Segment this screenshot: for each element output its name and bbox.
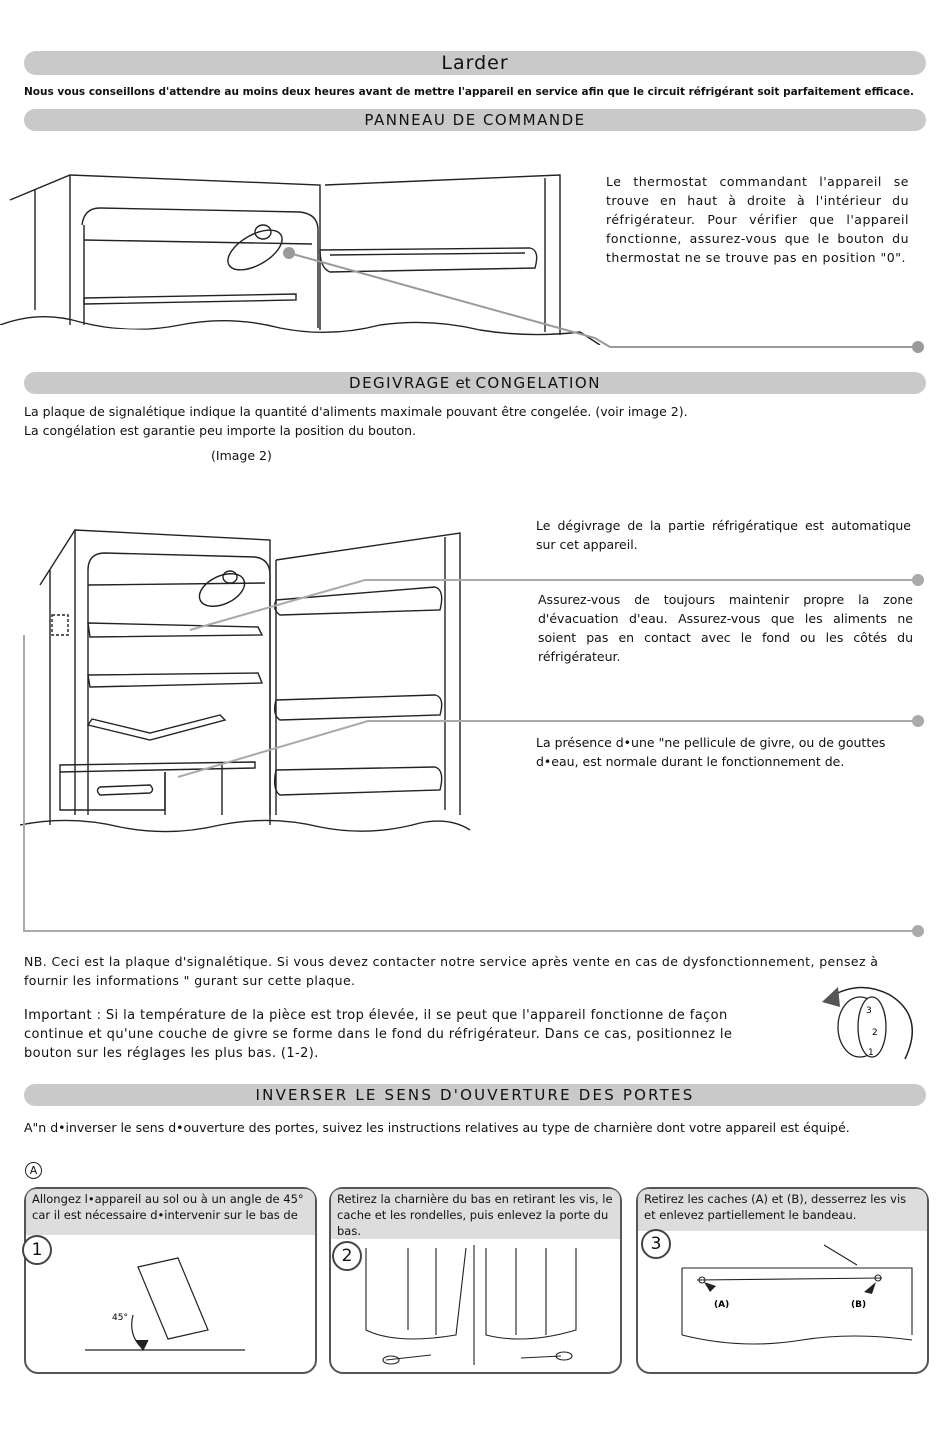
inverser-intro: A"n d•inverser le sens d•ouverture des portes, suivez les instructions relatives au type de charnière dont votre appareil est équipé. (24, 1120, 850, 1135)
section-title-panneau: PANNEAU DE COMMANDE (364, 111, 586, 129)
step-3-text: Retirez les caches (A) et (B), desserrez les vis et enlevez partiellement le bandeau. (638, 1189, 927, 1231)
variant-a-label: A (29, 1164, 38, 1177)
fridge-open-illustration (0, 515, 940, 935)
dial-label-2: 2 (872, 1028, 878, 1038)
section-bar-larder (24, 51, 926, 75)
step-2-hinge-illustration (336, 1240, 616, 1370)
variant-a-badge (25, 1162, 42, 1179)
step-1-text: Allongez l•appareil au sol ou à un angle de 45° car il est nécessaire d•intervenir sur le bas de (26, 1189, 315, 1235)
degivrage-line1: La plaque de signalétique indique la quantité d'aliments maximale pouvant être congelée. (voir image 2). (24, 404, 688, 419)
step-2-text: Retirez la charnière du bas en retirant les vis, le cache et les rondelles, puis enlevez la porte du bas. (331, 1189, 620, 1239)
step-3-cover-illustration (642, 1240, 922, 1370)
section-title-degivrage-2: et (450, 374, 476, 392)
step-1-tilt-illustration (30, 1240, 310, 1370)
section-title-degivrage-1: DEGIVRAGE (349, 374, 451, 392)
section-title-inverser: INVERSER LE SENS D'OUVERTURE DES PORTES (255, 1086, 695, 1104)
step-3-label-a: (A) (714, 1300, 730, 1310)
degivrage-line2: La congélation est garantie peu importe la position du bouton. (24, 423, 416, 438)
nb-rating-plate: NB. Ceci est la plaque d'signalétique. Si vous devez contacter notre service après vente en cas de dysfonctionnement, pensez à fournir les informations " gurant sur cette plaque. (24, 954, 879, 988)
step-1-number: 1 (22, 1235, 52, 1265)
callout-frost-normal: La présence d•une "ne pellicule de givre, ou de gouttes d•eau, est normale durant le fonctionnement de. (536, 735, 886, 769)
step-2-number: 2 (332, 1241, 362, 1271)
section-title-degivrage-3: CONGELATION (475, 374, 601, 392)
larder-intro: Nous vous conseillons d'attendre au moins deux heures avant de mettre l'appareil en service afin que le circuit réfrigérant soit parfaitement efficace. (24, 86, 914, 98)
callout-drain-clean: Assurez-vous de toujours maintenir propre la zone d'évacuation d'eau. Assurez-vous que les aliments ne soient pas en contact avec le fond ou les côtés du réfrigérateur. (538, 592, 913, 664)
step-3-label-b: (B) (851, 1300, 867, 1310)
section-bar-panneau (24, 109, 926, 131)
step-3-number: 3 (641, 1229, 671, 1259)
important-note: Important : Si la température de la pièce est trop élevée, il se peut que l'appareil fonctionne de façon continue et qu'une couche de givre se forme dans le fond du réfrigérateur. Dans ce cas, positionnez le bouton sur les réglages les plus bas. (1-2). (24, 1008, 733, 1061)
section-title-larder: Larder (441, 52, 509, 74)
image-caption: (Image 2) (211, 448, 272, 463)
dial-label-1: 1 (868, 1048, 874, 1058)
callout-defrost-auto: Le dégivrage de la partie réfrigératique est automatique sur cet appareil. (536, 518, 911, 552)
section-bar-degivrage (24, 372, 926, 394)
panneau-text: Le thermostat commandant l'appareil se trouve en haut à droite à l'intérieur du réfrigérateur. Pour vérifier que l'appareil fonctionne, assurez-vous que le bouton du thermostat ne se trouve pas en position "0". (606, 174, 909, 265)
step-1-angle-label: 45° (112, 1313, 128, 1323)
thermostat-dial-icon (810, 977, 920, 1067)
section-bar-inverser (24, 1084, 926, 1106)
dial-label-3: 3 (866, 1006, 872, 1016)
